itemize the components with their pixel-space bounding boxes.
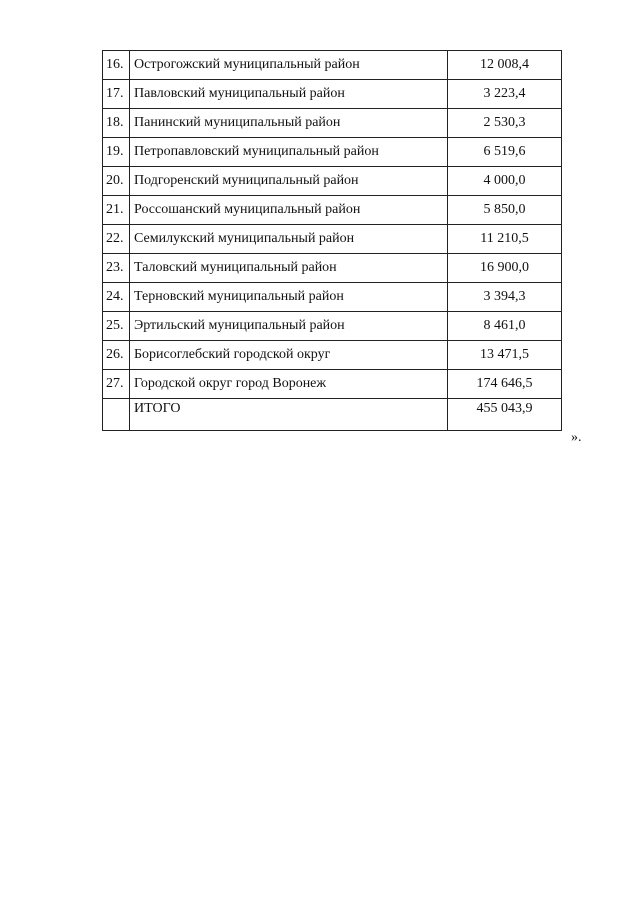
table-row — [103, 109, 562, 138]
amount-value: 16 900,0 — [448, 254, 562, 283]
table-row — [103, 312, 562, 341]
total-label: ИТОГО — [130, 399, 448, 431]
municipality-name: Петропавловский муниципальный район — [130, 138, 448, 167]
row-number: 18. — [103, 109, 130, 138]
municipality-name: Подгоренский муниципальный район — [130, 167, 448, 196]
municipality-name: Городской округ город Воронеж — [130, 370, 448, 399]
municipality-name: Павловский муниципальный район — [130, 80, 448, 109]
total-row-number — [103, 399, 130, 431]
amount-value: 12 008,4 — [448, 51, 562, 80]
row-number: 16. — [103, 51, 130, 80]
table-row — [103, 225, 562, 254]
municipality-name: Эртильский муниципальный район — [130, 312, 448, 341]
allocation-table-body — [103, 51, 562, 431]
municipality-name: Терновский муниципальный район — [130, 283, 448, 312]
closing-quote-mark: ». — [571, 430, 582, 445]
total-row — [103, 399, 562, 431]
table-row — [103, 341, 562, 370]
row-number: 26. — [103, 341, 130, 370]
municipality-name: Острогожский муниципальный район — [130, 51, 448, 80]
municipality-name: Борисоглебский городской округ — [130, 341, 448, 370]
amount-value: 174 646,5 — [448, 370, 562, 399]
amount-value: 6 519,6 — [448, 138, 562, 167]
row-number: 21. — [103, 196, 130, 225]
table-row — [103, 138, 562, 167]
municipality-name: Семилукский муниципальный район — [130, 225, 448, 254]
total-value: 455 043,9 — [448, 399, 562, 431]
table-row — [103, 370, 562, 399]
amount-value: 2 530,3 — [448, 109, 562, 138]
municipality-name: Таловский муниципальный район — [130, 254, 448, 283]
row-number: 22. — [103, 225, 130, 254]
row-number: 20. — [103, 167, 130, 196]
row-number: 27. — [103, 370, 130, 399]
amount-value: 3 394,3 — [448, 283, 562, 312]
amount-value: 5 850,0 — [448, 196, 562, 225]
municipality-name: Россошанский муниципальный район — [130, 196, 448, 225]
amount-value: 8 461,0 — [448, 312, 562, 341]
amount-value: 4 000,0 — [448, 167, 562, 196]
row-number: 19. — [103, 138, 130, 167]
row-number: 17. — [103, 80, 130, 109]
amount-value: 13 471,5 — [448, 341, 562, 370]
amount-value: 11 210,5 — [448, 225, 562, 254]
table-row — [103, 283, 562, 312]
allocation-table — [102, 50, 562, 431]
table-row — [103, 196, 562, 225]
table-row — [103, 167, 562, 196]
row-number: 25. — [103, 312, 130, 341]
table-row — [103, 51, 562, 80]
table-row — [103, 254, 562, 283]
amount-value: 3 223,4 — [448, 80, 562, 109]
row-number: 23. — [103, 254, 130, 283]
table-row — [103, 80, 562, 109]
municipality-name: Панинский муниципальный район — [130, 109, 448, 138]
row-number: 24. — [103, 283, 130, 312]
